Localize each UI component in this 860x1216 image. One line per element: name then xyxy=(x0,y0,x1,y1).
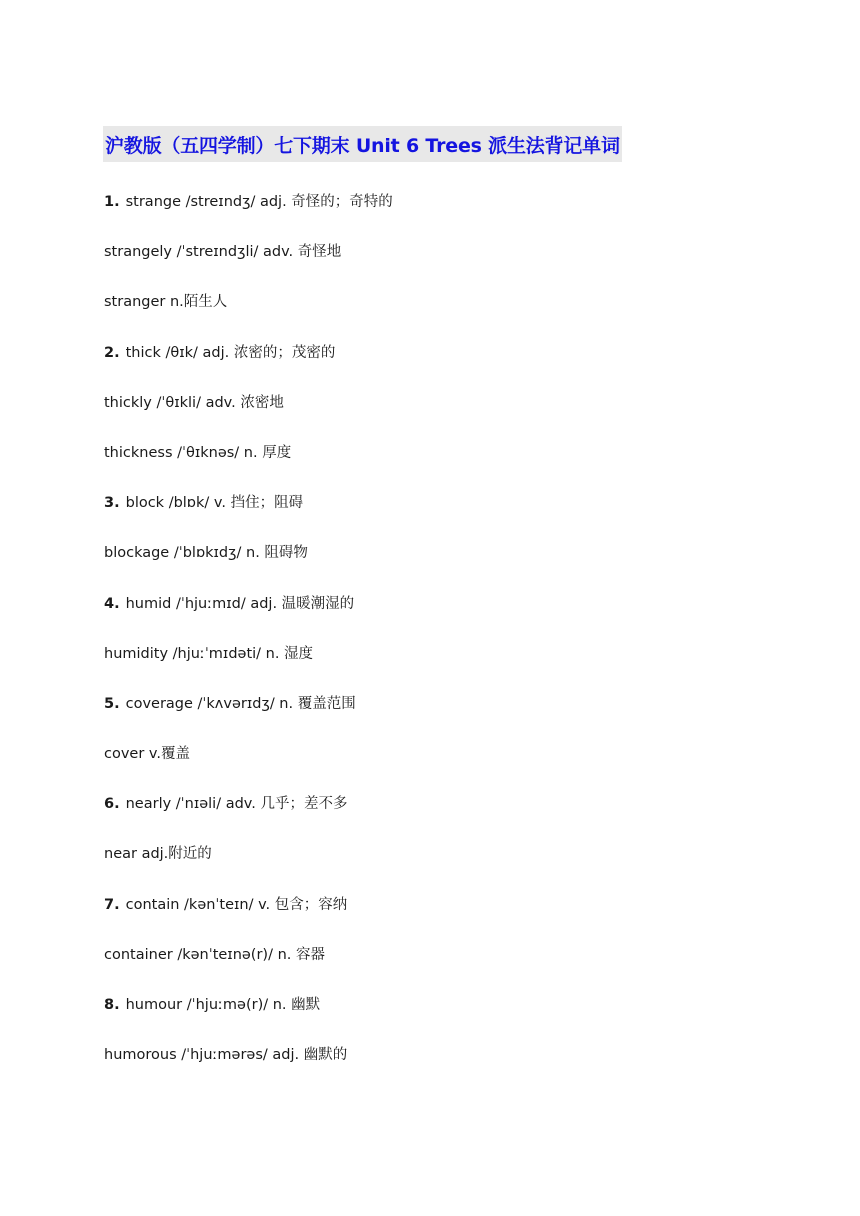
page-title: 沪教版（五四学制）七下期末 Unit 6 Trees 派生法背记单词 xyxy=(105,134,620,157)
entry-text: humidity /hjuːˈmɪdəti/ n. 湿度 xyxy=(104,645,314,662)
vocab-entry xyxy=(104,1043,804,1093)
entry-text: thickly /ˈθɪkli/ adv. 浓密地 xyxy=(104,394,284,411)
vocab-entry xyxy=(104,592,804,642)
entry-text: cover v.覆盖 xyxy=(104,746,190,763)
entry-text: thickness /ˈθɪknəs/ n. 厚度 xyxy=(104,444,292,461)
vocab-entry xyxy=(104,491,804,541)
vocab-entry xyxy=(104,742,804,792)
vocab-entry xyxy=(104,541,804,591)
vocab-entry xyxy=(104,792,804,842)
entry-text: strange /streɪndʒ/ adj. 奇怪的；奇特的 xyxy=(125,194,393,210)
vocab-entry xyxy=(104,240,804,290)
vocab-entry xyxy=(104,341,804,391)
entry-text: contain /kənˈteɪn/ v. 包含；容纳 xyxy=(125,896,348,913)
entry-number: 6. xyxy=(104,796,120,813)
entry-text: nearly /ˈnɪəli/ adv. 几乎；差不多 xyxy=(125,796,348,813)
entry-number: 5. xyxy=(104,695,120,712)
vocab-entry xyxy=(104,290,804,340)
entry-text: coverage /ˈkʌvərɪdʒ/ n. 覆盖范围 xyxy=(125,695,356,712)
entry-text: near adj.附近的 xyxy=(104,846,212,863)
vocab-entry xyxy=(104,842,804,892)
entry-text: thick /θɪk/ adj. 浓密的；茂密的 xyxy=(125,344,336,361)
title-highlight xyxy=(103,126,622,162)
entry-text: container /kənˈteɪnə(r)/ n. 容器 xyxy=(104,946,325,963)
entry-text: humour /ˈhjuːmə(r)/ n. 幽默 xyxy=(125,997,321,1013)
vocab-entry xyxy=(104,993,804,1043)
entry-text: humorous /ˈhjuːmərəs/ adj. 幽默的 xyxy=(104,1047,348,1064)
entry-text: humid /ˈhjuːmɪd/ adj. 温暖潮湿的 xyxy=(125,595,355,612)
entry-text: block /blɒk/ v. 挡住；阻碍 xyxy=(125,495,304,512)
entry-number: 2. xyxy=(104,344,120,361)
vocab-entry xyxy=(104,391,804,441)
vocab-entry xyxy=(104,943,804,993)
entry-text: strangely /ˈstreɪndʒli/ adv. 奇怪地 xyxy=(104,244,342,261)
entry-number: 3. xyxy=(104,495,120,512)
entry-number: 8. xyxy=(104,997,120,1013)
vocabulary-list xyxy=(104,190,804,1093)
vocab-entry xyxy=(104,692,804,742)
vocab-entry xyxy=(104,441,804,491)
vocab-entry xyxy=(104,642,804,692)
entry-text: stranger n.陌生人 xyxy=(104,294,228,311)
vocab-entry xyxy=(104,893,804,943)
entry-text: blockage /ˈblɒkɪdʒ/ n. 阻碍物 xyxy=(104,545,308,562)
entry-number: 1. xyxy=(104,194,120,210)
vocab-entry xyxy=(104,190,804,240)
entry-number: 4. xyxy=(104,595,120,612)
entry-number: 7. xyxy=(104,896,120,913)
